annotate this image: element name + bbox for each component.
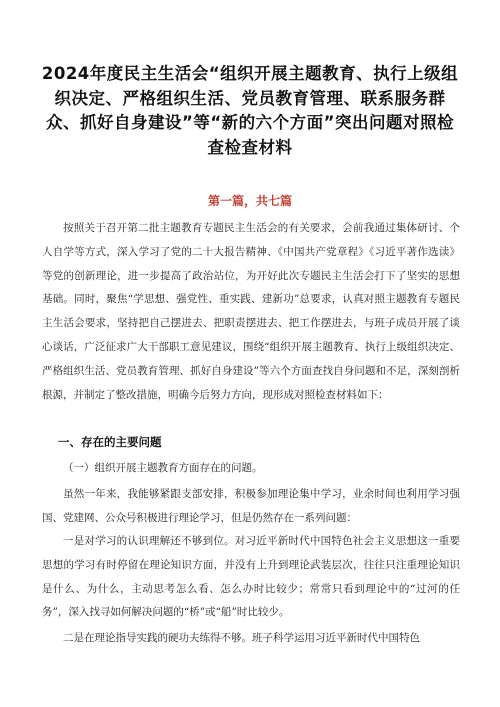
body-paragraph: 一是对学习的认识理解还不够到位。对习近平新时代中国特色社会主义思想这一重要思想的学习有时停留在理论知识方面，并没有上升到理论武装层次，往往只注重理论知识是什么、为什么，主动思考怎么看、怎么办时比较少；常常只看到理论中的“过河的任务”，深入找寻如何解决问题的“桥”或“船”时比较少。 [42, 535, 460, 619]
body-paragraph: 虽然一年来，我能够紧跟支部安排，积极参加理论集中学习，业余时间也利用学习强国、党建网、公众号积极进行理论学习，但是仍然存在一系列问题： [42, 488, 460, 524]
document-subtitle: 第一篇，共七篇 [207, 194, 292, 208]
document-title: 2024年度民主生活会“组织开展主题教育、执行上级组织决定、严格组织生活、党员教育管理、联系服务群众、抓好自身建设”等“新的六个方面”突出问题对照检查检查材料 [41, 64, 459, 157]
section-heading: 一、存在的主要问题 [58, 435, 162, 449]
subsection-heading: （一）组织开展主题教育方面存在的问题。 [63, 462, 263, 474]
body-paragraph: 二是在理论指导实践的硬功夫练得不够。班子科学运用习近平新时代中国特色 [63, 632, 420, 644]
intro-paragraph: 按照关于召开第二批主题教育专题民主生活会的有关要求，会前我通过集体研讨、个人自学等方式，深入学习了党的二十大报告精神、《中国共产党章程》《习近平著作选读》等党的创新理论，进一步提高了政治站位，为开好此次专题民主生活会打下了坚实的思想基础。同时，聚焦“学思想、强党性、重实践、建新功”总要求，认真对照主题教育专题民主生活会要求，坚持把自己摆进去、把职责摆进去、把工作摆进去，与班子成员开展了谈心谈话，广泛征求广大干部职工意见建议，围绕“组织开展主题教育、执行上级组织决定、严格组织生活、党员教育管理、抓好自身建设”等六个方面查找自身问题和不足，深刻剖析根源，并制定了整改措施，明确今后努力方向，现形成对照检查材料如下： [42, 222, 460, 401]
